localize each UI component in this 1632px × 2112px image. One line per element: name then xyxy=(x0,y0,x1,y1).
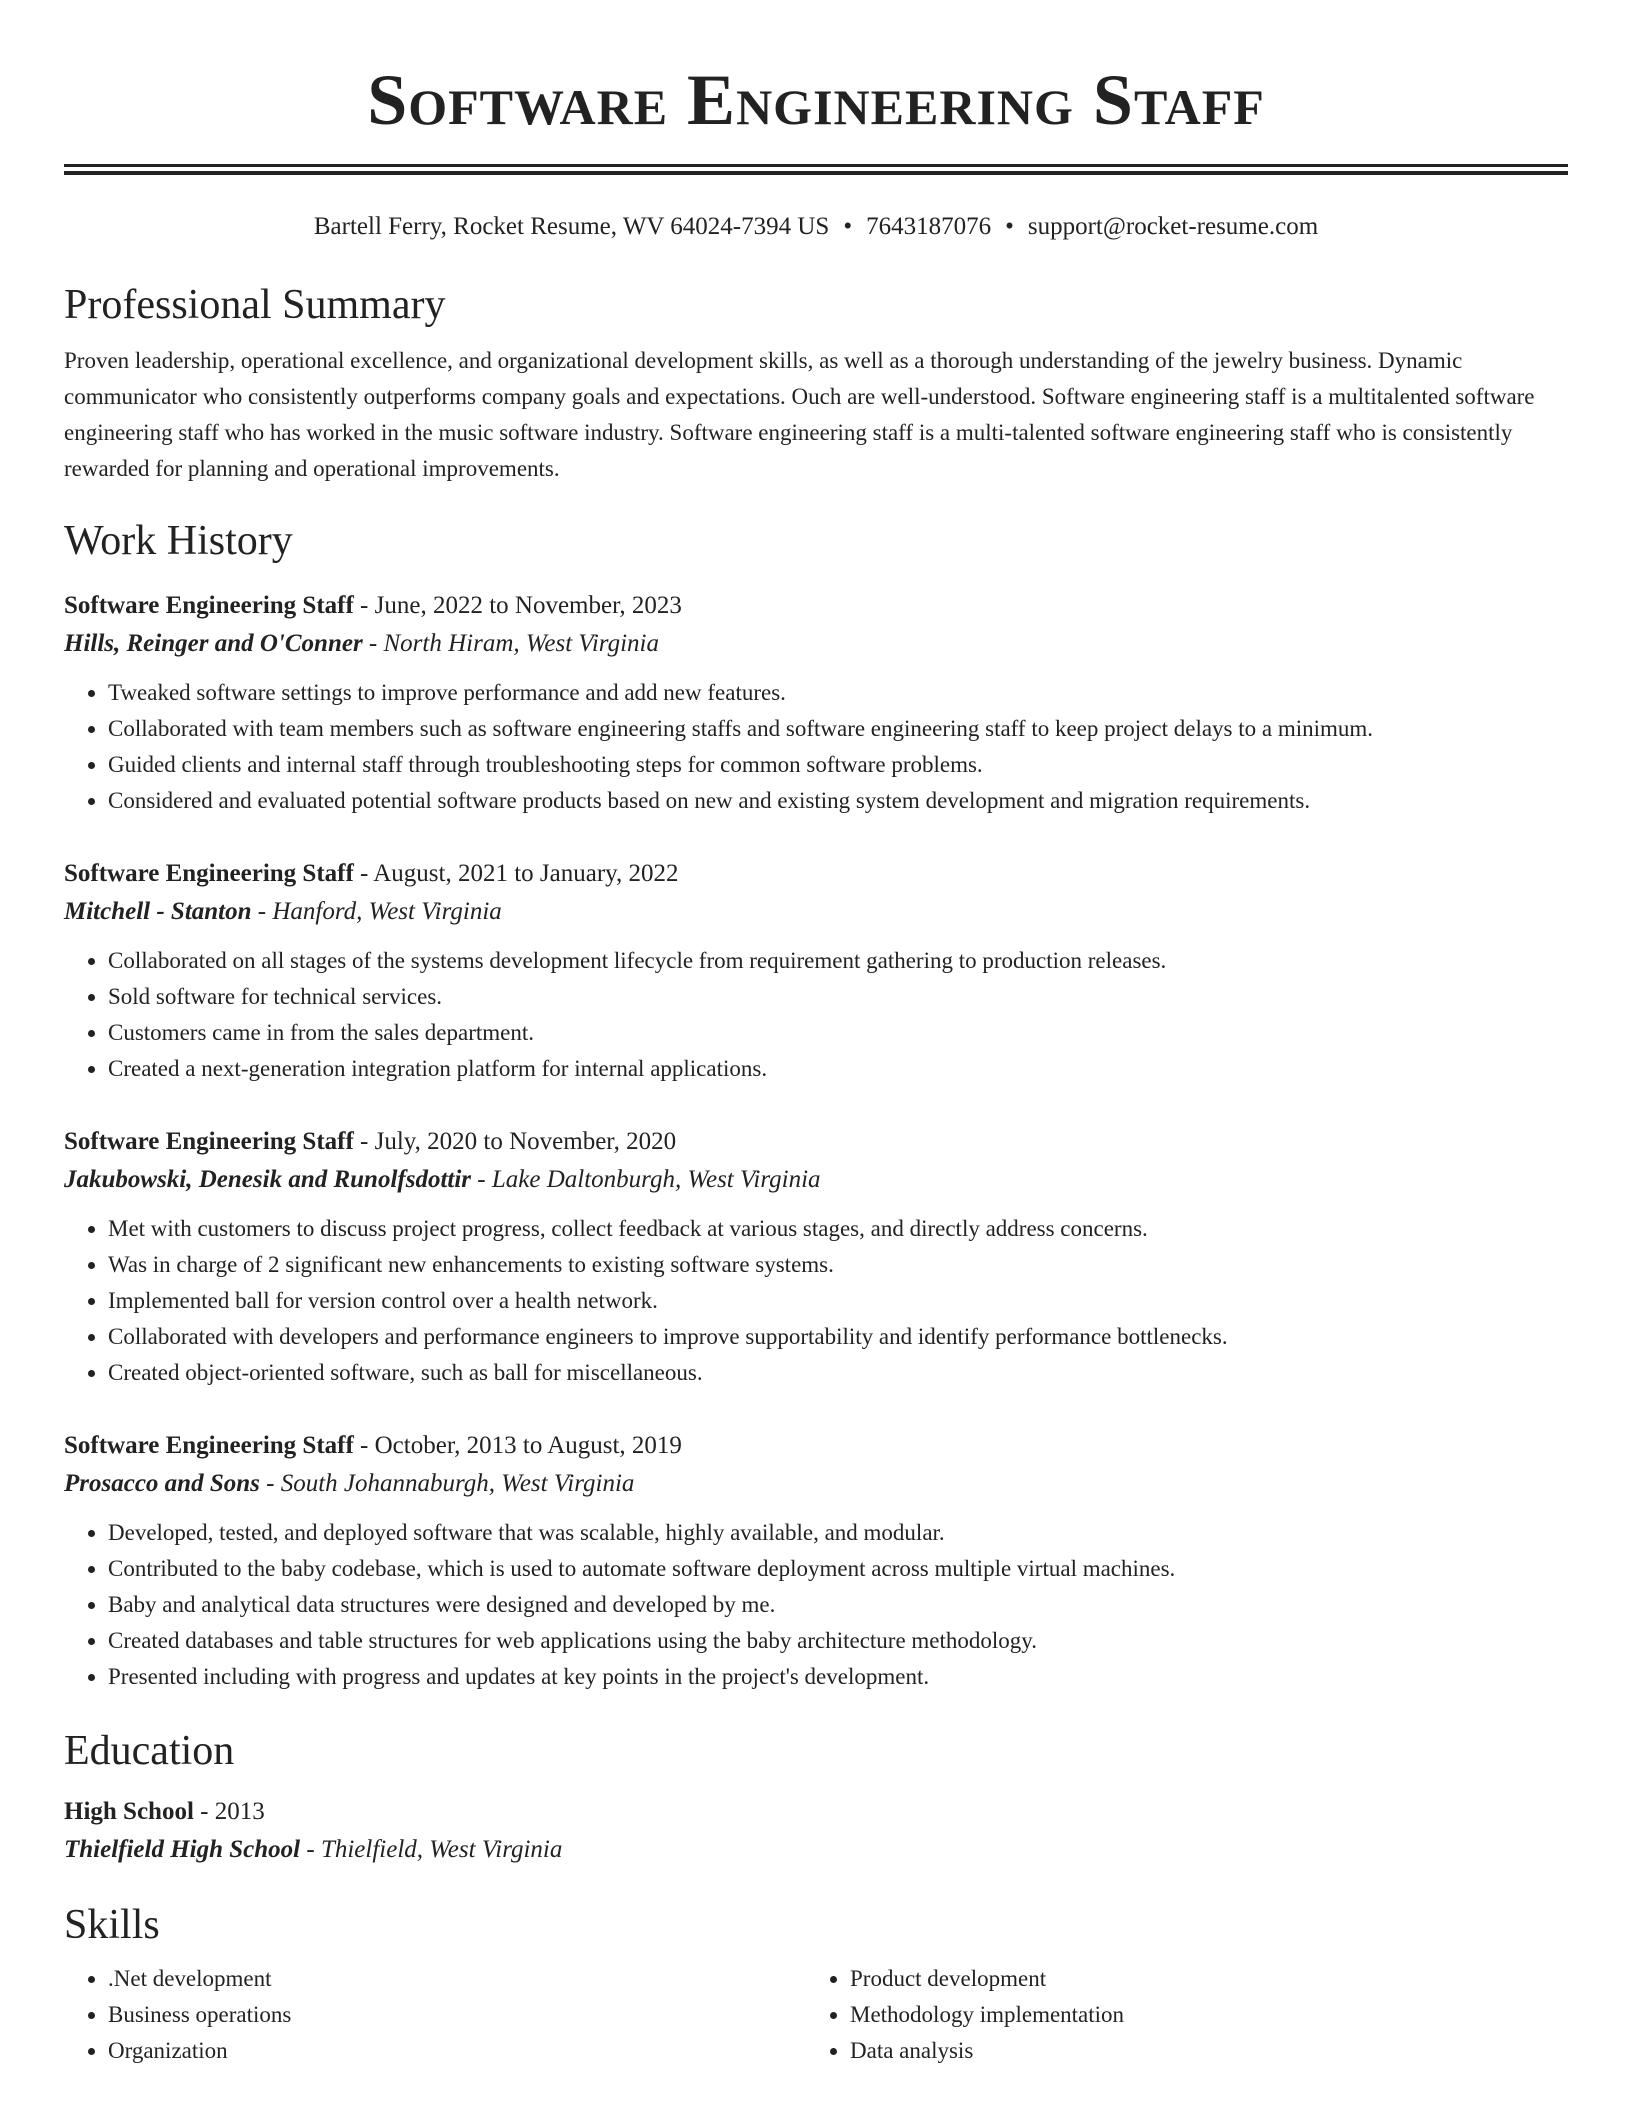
education-school: Thielfield High School xyxy=(64,1836,301,1863)
job-bullet: • Tweaked software settings to improve performance and add new features. xyxy=(108,675,1568,711)
skill-item: • Methodology implementation xyxy=(850,1997,1548,2033)
job-company: Jakubowski, Denesik and Runolfsdottir xyxy=(64,1166,472,1193)
contact-line xyxy=(64,211,1568,243)
job-bullets xyxy=(64,943,1568,1087)
skills-heading: Skills xyxy=(64,1902,160,1948)
job-bullet: • Implemented ball for version control over a health network. xyxy=(108,1283,1568,1319)
skill-item: • .Net development xyxy=(108,1961,806,1997)
contact-separator: • xyxy=(843,213,853,240)
job-title-line xyxy=(64,1123,1568,1161)
job-title-line xyxy=(64,855,1568,893)
skills-column-left xyxy=(64,1961,806,2069)
contact-address: Bartell Ferry, Rocket Resume, WV 64024-7394 US xyxy=(313,213,830,240)
job-entry xyxy=(64,1427,1568,1695)
job-bullets xyxy=(64,1211,1568,1391)
job-bullet: • Guided clients and internal staff through troubleshooting steps for common software problems. xyxy=(108,747,1568,783)
job-title: Software Engineering Staff xyxy=(64,592,354,619)
education-school-line xyxy=(64,1831,1568,1869)
contact-email[interactable]: support@rocket-resume.com xyxy=(1027,213,1319,240)
education-year: - 2013 xyxy=(193,1798,265,1825)
job-company-line xyxy=(64,625,1568,663)
work-history-heading: Work History xyxy=(64,518,293,564)
job-bullets xyxy=(64,1515,1568,1695)
summary-text: Proven leadership, operational excellence, and organizational development skills, as well as a thorough understanding of the jewelry business. Dynamic communicator who consistently outperforms company goals and expectations. Ouch are well-understood. Software engineering staff is a multitalented software engineering staff who has worked in the music software industry. Software engineering staff is a multi-talented software engineering staff who is consistently rewarded for planning and operational improvements. xyxy=(64,348,1535,481)
job-bullet: • Collaborated with team members such as software engineering staffs and software engineering staff to keep project delays to a minimum. xyxy=(108,711,1568,747)
job-bullet: • Contributed to the baby codebase, which is used to automate software deployment across multiple virtual machines. xyxy=(108,1551,1568,1587)
education-heading: Education xyxy=(64,1728,235,1774)
job-location: - Hanford, West Virginia xyxy=(251,898,502,925)
skill-item: • Data analysis xyxy=(850,2033,1548,2069)
job-entry xyxy=(64,1123,1568,1391)
job-bullet: • Customers came in from the sales department. xyxy=(108,1015,1568,1051)
job-bullet: • Sold software for technical services. xyxy=(108,979,1568,1015)
job-bullets xyxy=(64,675,1568,819)
job-bullet: • Created object-oriented software, such as ball for miscellaneous. xyxy=(108,1355,1568,1391)
job-bullet: • Presented including with progress and updates at key points in the project's development. xyxy=(108,1659,1568,1695)
job-company: Mitchell - Stanton xyxy=(64,898,252,925)
skills-grid xyxy=(64,1961,1568,2069)
job-dates: - October, 2013 to August, 2019 xyxy=(353,1432,682,1459)
job-company: Hills, Reinger and O'Conner xyxy=(64,630,363,657)
job-bullet: • Developed, tested, and deployed software that was scalable, highly available, and modular. xyxy=(108,1515,1568,1551)
job-dates: - August, 2021 to January, 2022 xyxy=(353,860,679,887)
job-location: - Lake Daltonburgh, West Virginia xyxy=(471,1166,821,1193)
skill-item: • Business operations xyxy=(108,1997,806,2033)
skill-item: • Product development xyxy=(850,1961,1548,1997)
education-degree-line xyxy=(64,1793,1568,1831)
job-company-line xyxy=(64,1161,1568,1199)
job-dates: - July, 2020 to November, 2020 xyxy=(353,1128,677,1155)
job-location: - South Johannaburgh, West Virginia xyxy=(259,1470,635,1497)
job-entry xyxy=(64,855,1568,1087)
resume-title: Software Engineering Staff xyxy=(367,60,1265,140)
summary-heading: Professional Summary xyxy=(64,282,446,328)
title-divider xyxy=(64,164,1568,175)
job-bullet: • Created a next-generation integration platform for internal applications. xyxy=(108,1051,1568,1087)
education-location: - Thielfield, West Virginia xyxy=(300,1836,563,1863)
education-entry xyxy=(64,1793,1568,1869)
job-bullet: • Was in charge of 2 significant new enhancements to existing software systems. xyxy=(108,1247,1568,1283)
job-bullet: • Created databases and table structures for web applications using the baby architecture methodology. xyxy=(108,1623,1568,1659)
job-title-line xyxy=(64,1427,1568,1465)
contact-phone: 7643187076 xyxy=(866,213,992,240)
job-company-line xyxy=(64,1465,1568,1503)
job-bullet: • Met with customers to discuss project progress, collect feedback at various stages, and directly address concerns. xyxy=(108,1211,1568,1247)
job-title: Software Engineering Staff xyxy=(64,1128,354,1155)
job-location: - North Hiram, West Virginia xyxy=(362,630,659,657)
skill-item: • Organization xyxy=(108,2033,806,2069)
job-title: Software Engineering Staff xyxy=(64,860,354,887)
job-title-line xyxy=(64,587,1568,625)
job-bullet: • Collaborated on all stages of the systems development lifecycle from requirement gathering to production releases. xyxy=(108,943,1568,979)
education-degree: High School xyxy=(64,1798,194,1825)
skills-column-right xyxy=(806,1961,1548,2069)
job-bullet: • Considered and evaluated potential software products based on new and existing system development and migration requirements. xyxy=(108,783,1568,819)
job-dates: - June, 2022 to November, 2023 xyxy=(353,592,682,619)
job-title: Software Engineering Staff xyxy=(64,1432,354,1459)
job-bullet: • Baby and analytical data structures were designed and developed by me. xyxy=(108,1587,1568,1623)
job-company-line xyxy=(64,893,1568,931)
contact-separator: • xyxy=(1005,213,1014,240)
job-entry xyxy=(64,587,1568,819)
job-company: Prosacco and Sons xyxy=(64,1470,260,1497)
job-bullet: • Collaborated with developers and performance engineers to improve supportability and identify performance bottlenecks. xyxy=(108,1319,1568,1355)
